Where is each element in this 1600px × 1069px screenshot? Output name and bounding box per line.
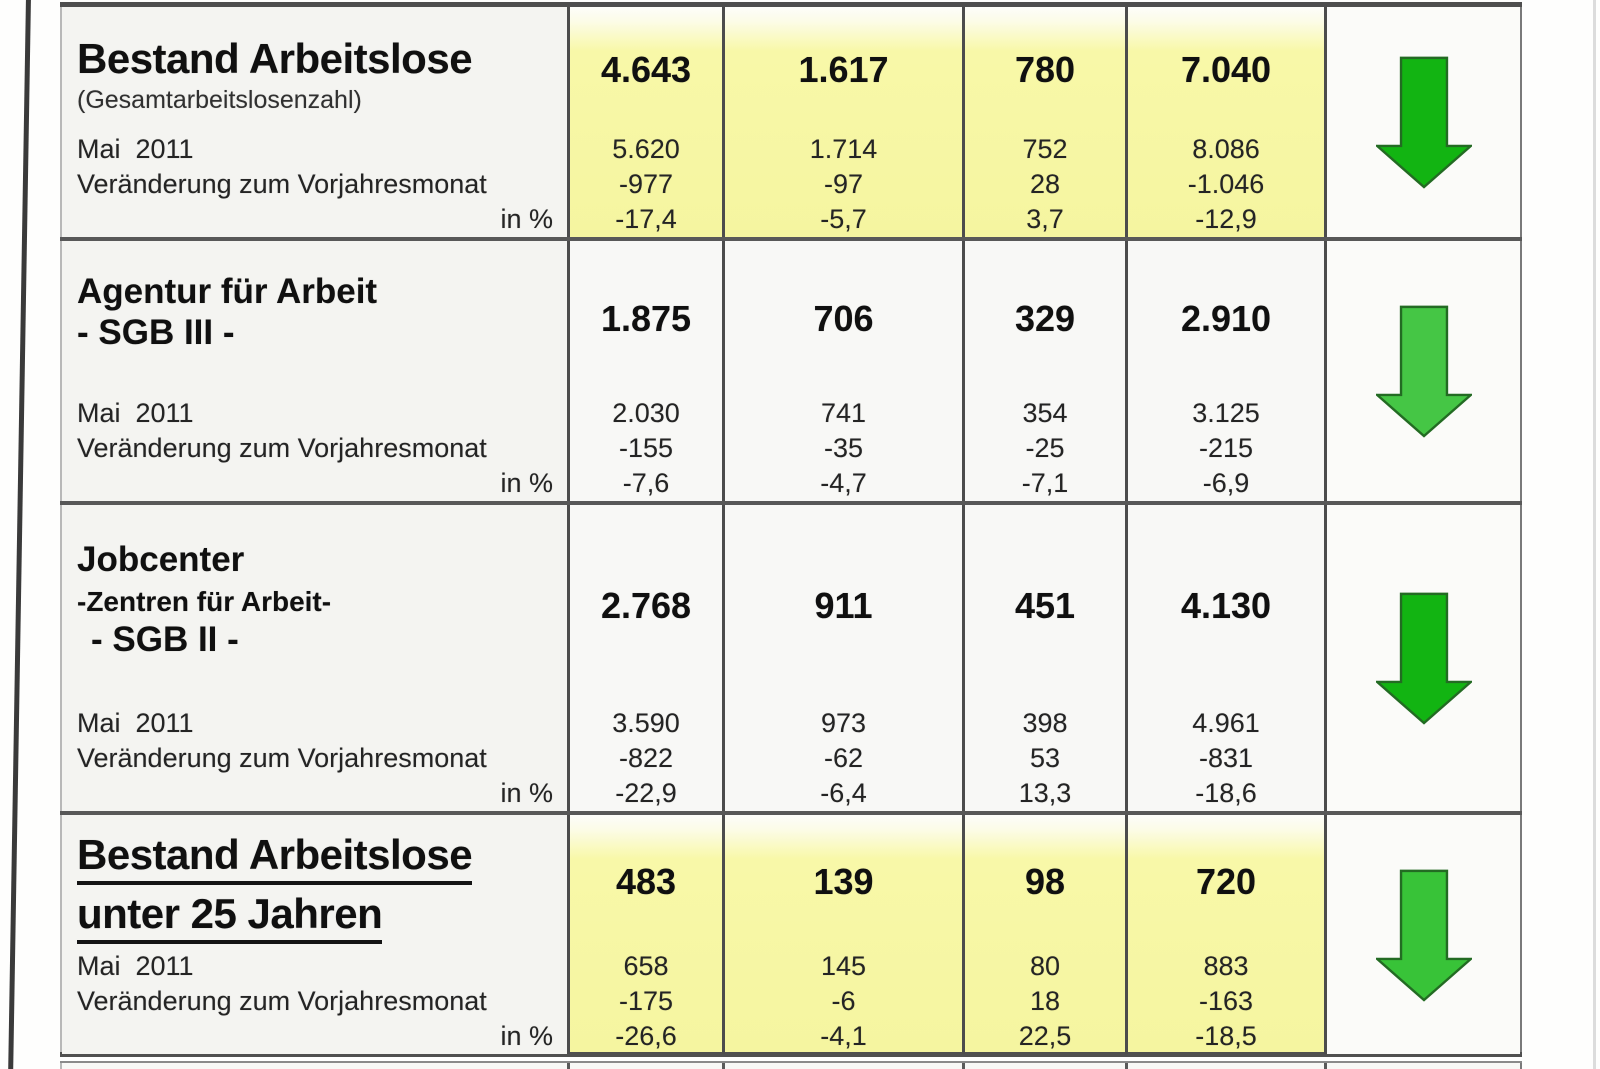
- section-title: Agentur für Arbeit: [77, 272, 378, 311]
- section-bestand-arbeitslose-unter-25: [60, 815, 1522, 1052]
- value-cell: -18,6: [1125, 776, 1324, 811]
- row-label-change: Veränderung zum Vorjahresmonat: [62, 984, 567, 1019]
- section-title: Bestand Arbeitslose: [77, 35, 473, 82]
- value-cell: 80: [962, 949, 1125, 984]
- value-cell: 658: [567, 949, 722, 984]
- value-cell: 451: [962, 505, 1125, 706]
- down-arrow-icon: [1376, 55, 1472, 189]
- trend-cell: [1324, 505, 1520, 811]
- value-cell: -26,6: [567, 1019, 722, 1054]
- scan-page-edge-line: [8, 0, 31, 1069]
- value-cell: 18: [962, 984, 1125, 1019]
- trend-cell: [1324, 7, 1520, 237]
- value-cell: 145: [722, 949, 962, 984]
- value-cell: -215: [1125, 431, 1324, 466]
- trend-cell: [1324, 241, 1520, 501]
- section-bestand-arbeitslose: [60, 7, 1522, 237]
- value-cell: 3.125: [1125, 396, 1324, 431]
- section-title: Bestand Arbeitslose: [77, 831, 472, 890]
- value-cell: -6,9: [1125, 466, 1324, 501]
- value-cell: 53: [962, 741, 1125, 776]
- value-cell: 5.620: [567, 132, 722, 167]
- value-cell: -155: [567, 431, 722, 466]
- value-cell: 28: [962, 167, 1125, 202]
- value-cell: 4.130: [1125, 505, 1324, 706]
- value-cell: 4.961: [1125, 706, 1324, 741]
- value-cell: 2.768: [567, 505, 722, 706]
- value-cell: 354: [962, 396, 1125, 431]
- row-label-percent: in %: [62, 776, 567, 811]
- value-cell: -822: [567, 741, 722, 776]
- value-cell: 883: [1125, 949, 1324, 984]
- value-cell: 1.617: [722, 7, 962, 132]
- value-cell: 8.086: [1125, 132, 1324, 167]
- row-label-percent: in %: [62, 1019, 567, 1054]
- trend-cell: [1324, 815, 1520, 1054]
- row-label-mai: Mai 2011: [62, 949, 567, 984]
- value-cell: -62: [722, 741, 962, 776]
- section-label-cell: [62, 505, 567, 706]
- value-cell: 973: [722, 706, 962, 741]
- section-title: Jobcenter: [77, 540, 245, 579]
- unemployment-table: [60, 0, 1522, 1069]
- value-cell: 741: [722, 396, 962, 431]
- value-cell: -7,6: [567, 466, 722, 501]
- value-cell: -6,4: [722, 776, 962, 811]
- value-cell: -977: [567, 167, 722, 202]
- value-cell: -6: [722, 984, 962, 1019]
- section-agentur-fuer-arbeit: [60, 241, 1522, 501]
- value-cell: 1.714: [722, 132, 962, 167]
- value-cell: 398: [962, 706, 1125, 741]
- value-cell: -1.046: [1125, 167, 1324, 202]
- value-cell: 2.910: [1125, 241, 1324, 396]
- value-cell: 98: [962, 815, 1125, 949]
- next-section-partial-row: [60, 1063, 1522, 1069]
- section-subtitle: -Zentren für Arbeit-: [77, 586, 332, 618]
- section-subtitle: (Gesamtarbeitslosenzahl): [77, 86, 362, 115]
- section-label-cell: [62, 7, 567, 132]
- value-cell: -831: [1125, 741, 1324, 776]
- section-subtitle-2: - SGB II -: [91, 620, 239, 660]
- row-label-change: Veränderung zum Vorjahresmonat: [62, 167, 567, 202]
- value-cell: -35: [722, 431, 962, 466]
- value-cell: 139: [722, 815, 962, 949]
- value-cell: -4,7: [722, 466, 962, 501]
- value-cell: 4.643: [567, 7, 722, 132]
- value-cell: 720: [1125, 815, 1324, 949]
- section-label-cell: [62, 241, 567, 396]
- value-cell: -5,7: [722, 202, 962, 237]
- value-cell: 13,3: [962, 776, 1125, 811]
- section-subtitle: - SGB III -: [77, 313, 235, 353]
- value-cell: 3,7: [962, 202, 1125, 237]
- row-label-change: Veränderung zum Vorjahresmonat: [62, 431, 567, 466]
- value-cell: 329: [962, 241, 1125, 396]
- down-arrow-icon: [1376, 868, 1472, 1002]
- value-cell: 752: [962, 132, 1125, 167]
- value-cell: -17,4: [567, 202, 722, 237]
- value-cell: -18,5: [1125, 1019, 1324, 1054]
- section-jobcenter: [60, 505, 1522, 811]
- down-arrow-icon: [1376, 304, 1472, 438]
- row-label-change: Veränderung zum Vorjahresmonat: [62, 741, 567, 776]
- scan-page-right-edge: [1593, 0, 1596, 1069]
- value-cell: -25: [962, 431, 1125, 466]
- row-label-mai: Mai 2011: [62, 132, 567, 167]
- row-label-mai: Mai 2011: [62, 396, 567, 431]
- row-label-percent: in %: [62, 466, 567, 501]
- value-cell: -22,9: [567, 776, 722, 811]
- value-cell: 1.875: [567, 241, 722, 396]
- value-cell: -175: [567, 984, 722, 1019]
- value-cell: 2.030: [567, 396, 722, 431]
- row-label-percent: in %: [62, 202, 567, 237]
- value-cell: 22,5: [962, 1019, 1125, 1054]
- row-label-mai: Mai 2011: [62, 706, 567, 741]
- value-cell: -12,9: [1125, 202, 1324, 237]
- value-cell: -97: [722, 167, 962, 202]
- section-label-cell: [62, 815, 567, 949]
- value-cell: 483: [567, 815, 722, 949]
- value-cell: -163: [1125, 984, 1324, 1019]
- value-cell: 3.590: [567, 706, 722, 741]
- down-arrow-icon: [1376, 591, 1472, 725]
- value-cell: -7,1: [962, 466, 1125, 501]
- value-cell: 780: [962, 7, 1125, 132]
- value-cell: -4,1: [722, 1019, 962, 1054]
- value-cell: 911: [722, 505, 962, 706]
- section-title-line-2: unter 25 Jahren: [77, 890, 382, 949]
- value-cell: 706: [722, 241, 962, 396]
- value-cell: 7.040: [1125, 7, 1324, 132]
